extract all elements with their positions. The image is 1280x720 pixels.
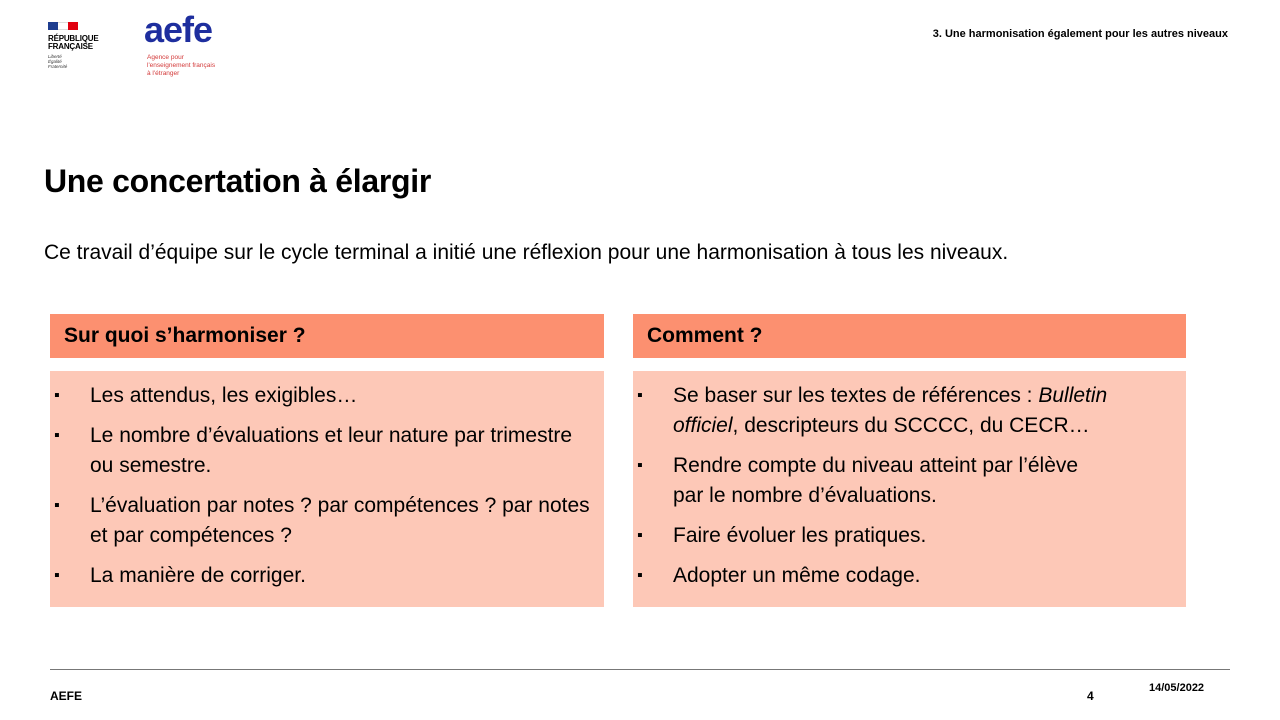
bullet-icon: ▪ [54,567,60,584]
bullet-icon: ▪ [637,567,643,584]
republique-motto: Liberté Égalité Fraternité [48,54,68,69]
republique-label [48,35,98,51]
right-box-heading: Comment ? [633,314,1186,358]
list-item-text: Se baser sur les textes de références : [673,384,1039,407]
republique-line2: FRANÇAISE [48,42,93,51]
flag-white-band [58,22,68,30]
footer-org: AEFE [50,689,83,703]
list-item-line [673,414,1090,437]
left-box-body [50,371,604,607]
list-item [633,521,1186,551]
list-item-line [673,384,1107,407]
bullet-icon: ▪ [54,497,60,514]
list-item-text: Les attendus, les exigibles… [90,384,358,407]
list-item-text: Adopter un même codage. [673,564,921,587]
left-bullet-list [50,381,604,591]
list-item [633,451,1186,511]
list-item [633,381,1186,441]
list-item [50,421,604,481]
list-item-italic-text: officiel [673,414,733,437]
footer-divider [50,669,1230,670]
list-item [50,561,604,591]
bullet-icon: ▪ [637,527,643,544]
french-flag-icon [48,22,78,30]
list-item-text: Faire évoluer les pratiques. [673,524,927,547]
slide-intro: Ce travail d’équipe sur le cycle terminal a initié une réflexion pour une harmonisation à tous les niveaux. [44,241,1009,264]
list-item-text: Le nombre d’évaluations et leur nature par trimestre ou semestre. [90,424,573,477]
footer-date: 14/05/2022 [1149,682,1205,694]
list-item [633,561,1186,591]
list-item [50,381,604,411]
page-number: 4 [1087,689,1094,703]
aefe-wordmark: aefe [144,9,213,50]
list-item [50,491,604,551]
right-bullet-list [633,381,1186,591]
right-box-body [633,371,1186,607]
list-item-italic-text: Bulletin [1038,384,1108,407]
bullet-icon: ▪ [637,457,643,474]
bullet-icon: ▪ [637,387,643,404]
bullet-icon: ▪ [54,387,60,404]
bullet-icon: ▪ [54,427,60,444]
left-box-heading: Sur quoi s’harmoniser ? [50,314,604,358]
list-item-text: La manière de corriger. [90,564,306,587]
flag-blue-band [48,22,58,30]
list-item-text: L’évaluation par notes ? par compétences ? par notes et par compétences ? [90,494,590,547]
list-item-text: par le nombre d’évaluations. [673,484,937,507]
slide-title: Une concertation à élargir [44,163,431,199]
flag-red-band [68,22,78,30]
list-item-text: Rendre compte du niveau atteint par l’élève [673,454,1079,477]
aefe-subtitle: Agence pour l'enseignement français à l'étranger [147,54,216,77]
list-item-text: , descripteurs du SCCCC, du CECR… [732,414,1090,437]
section-label: 3. Une harmonisation également pour les autres niveaux [932,28,1228,40]
republique-line1: RÉPUBLIQUE [48,34,99,43]
aefe-logo [144,8,244,86]
republique-francaise-logo [48,22,110,78]
